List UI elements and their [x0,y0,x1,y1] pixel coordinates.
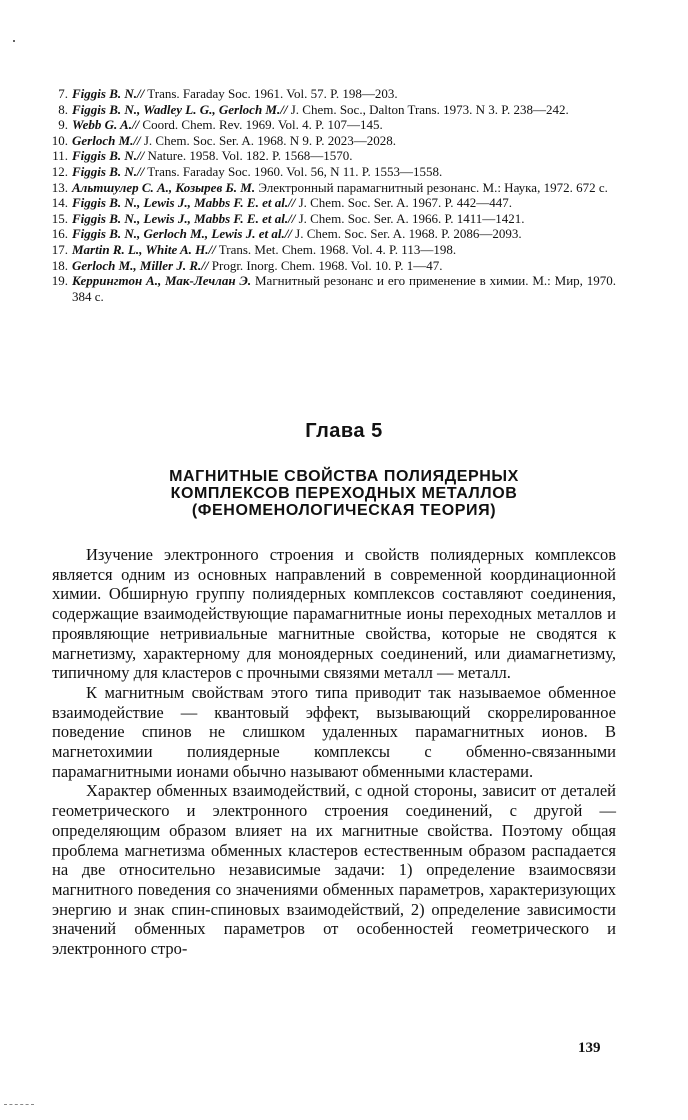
reference-source: Электронный парамагнитный резонанс. М.: Наука, 1972. 672 с. [255,179,608,195]
reference-authors: Figgis B. N., Gerloch M., Lewis J. et al.// [72,226,292,242]
reference-number: 18. [51,257,68,273]
reference-authors: Gerloch M., Miller J. R.// [72,257,209,273]
reference-authors: Figgis B. N., Lewis J., Mabbs F. E. et al.// [72,195,296,211]
reference-source: J. Chem. Soc. Ser. A. 1968. P. 2086—2093. [291,226,522,242]
reference-list [48,86,616,304]
chapter-body [52,545,616,959]
reference-authors: Martin R. L., White A. H.// [72,241,216,257]
chapter-title-line: МАГНИТНЫЕ СВОЙСТВА ПОЛИЯДЕРНЫХ [169,468,519,485]
reference-number: 15. [51,210,68,226]
reference-source: Магнитный резонанс и его применение в химии. М.: Мир, 1970. 384 с. [72,273,617,304]
reference-number: 13. [51,179,68,195]
page-number: 139 [578,1040,601,1056]
reference-number: 8. [58,101,68,117]
reference-item [48,164,616,180]
reference-number: 19. [51,273,68,289]
reference-item [48,117,616,133]
reference-number: 14. [51,195,68,211]
reference-source: Progr. Inorg. Chem. 1968. Vol. 10. P. 1—47. [208,257,443,273]
body-paragraph: К магнитным свойствам этого типа приводит так называемое обменное взаимодействие — квантовый эффект, вызывающий скоррелированное поведение спинов не слишком удаленных парамагнитных ионов. В магнетохимии полиядерные комплексы с обменно-связанными парамагнитными ионами обычно называют обменными кластерами. [52,682,616,781]
reference-source: J. Chem. Soc. Ser. A. 1967. P. 442—447. [295,195,513,211]
reference-item [48,195,616,211]
reference-item [48,102,616,118]
reference-number: 16. [51,226,68,242]
reference-source: J. Chem. Soc. Ser. A. 1968. N 9. P. 2023—2028. [140,132,396,148]
chapter-title-line: КОМПЛЕКСОВ ПЕРЕХОДНЫХ МЕТАЛЛОВ [170,485,518,502]
reference-authors: Figgis B. N., Lewis J., Mabbs F. E. et al.// [72,210,296,226]
scan-corner-mark [4,1104,34,1105]
body-paragraph: Характер обменных взаимодействий, с одной стороны, зависит от деталей геометрического и электронного строения соединений, с другой — определяющим образом влияет на их магнитные свойства. Поэтому общая проблема магнетизма обменных кластеров естественным образом распадается на две относительно независимые задачи: 1) определение взаимосвязи магнитного поведения со значениями обменных параметров, характеризующих энергию и знак спин-спиновых взаимодействий, 2) определение зависимости значений обменных параметров от особенностей геометрического и электронного стро- [52,781,616,959]
reference-number: 11. [52,148,68,164]
reference-item [48,148,616,164]
reference-item [48,242,616,258]
reference-authors: Figgis B. N.// [72,148,145,164]
reference-source: Trans. Met. Chem. 1968. Vol. 4. P. 113—198. [215,241,457,257]
reference-number: 7. [58,86,68,101]
reference-authors: Figgis B. N.// [72,86,145,101]
chapter-title [0,468,688,519]
reference-number: 12. [51,163,68,179]
reference-item [48,211,616,227]
reference-authors: Керрингтон А., Мак-Лечлан Э. [72,273,252,289]
reference-authors: Webb G. A.// [72,117,140,133]
reference-number: 9. [58,117,68,133]
reference-number: 10. [51,132,68,148]
reference-authors: Gerloch M.// [72,132,141,148]
reference-source: Nature. 1958. Vol. 182. P. 1568—1570. [144,148,353,164]
chapter-title-line: (ФЕНОМЕНОЛОГИЧЕСКАЯ ТЕОРИЯ) [191,502,497,519]
reference-source: Trans. Faraday Soc. 1961. Vol. 57. P. 198—203. [144,86,398,101]
reference-source: Coord. Chem. Rev. 1969. Vol. 4. P. 107—145. [139,117,383,133]
body-paragraph: Изучение электронного строения и свойств полиядерных комплексов является одним из основных направлений в современной координационной химии. Обширную группу полиядерных комплексов составляют соединения, содержащие взаимодействующие парамагнитные ионы переходных металлов и проявляющие нетривиальные магнитные свойства, которые не сводятся к магнетизму, характерному для моноядерных соединений, или диамагнетизму, типичному для кластеров с прочными связями металл — металл. [52,545,616,683]
reference-item [48,133,616,149]
reference-authors: Figgis B. N.// [72,163,145,179]
reference-item [48,226,616,242]
margin-speck [13,40,15,42]
reference-number: 17. [51,241,68,257]
reference-authors: Figgis B. N., Wadley L. G., Gerloch M.// [72,101,288,117]
chapter-label: Глава 5 [305,420,383,442]
reference-authors: Альтшулер С. А., Козырев Б. М. [72,179,256,195]
reference-source: J. Chem. Soc. Ser. A. 1966. P. 1411—1421. [295,210,525,226]
reference-item [48,180,616,196]
reference-item [48,86,616,102]
reference-source: Trans. Faraday Soc. 1960. Vol. 56, N 11. P. 1553—1558. [144,163,443,179]
reference-item [48,258,616,274]
reference-source: J. Chem. Soc., Dalton Trans. 1973. N 3. P. 238—242. [287,101,569,117]
reference-item [48,273,616,304]
